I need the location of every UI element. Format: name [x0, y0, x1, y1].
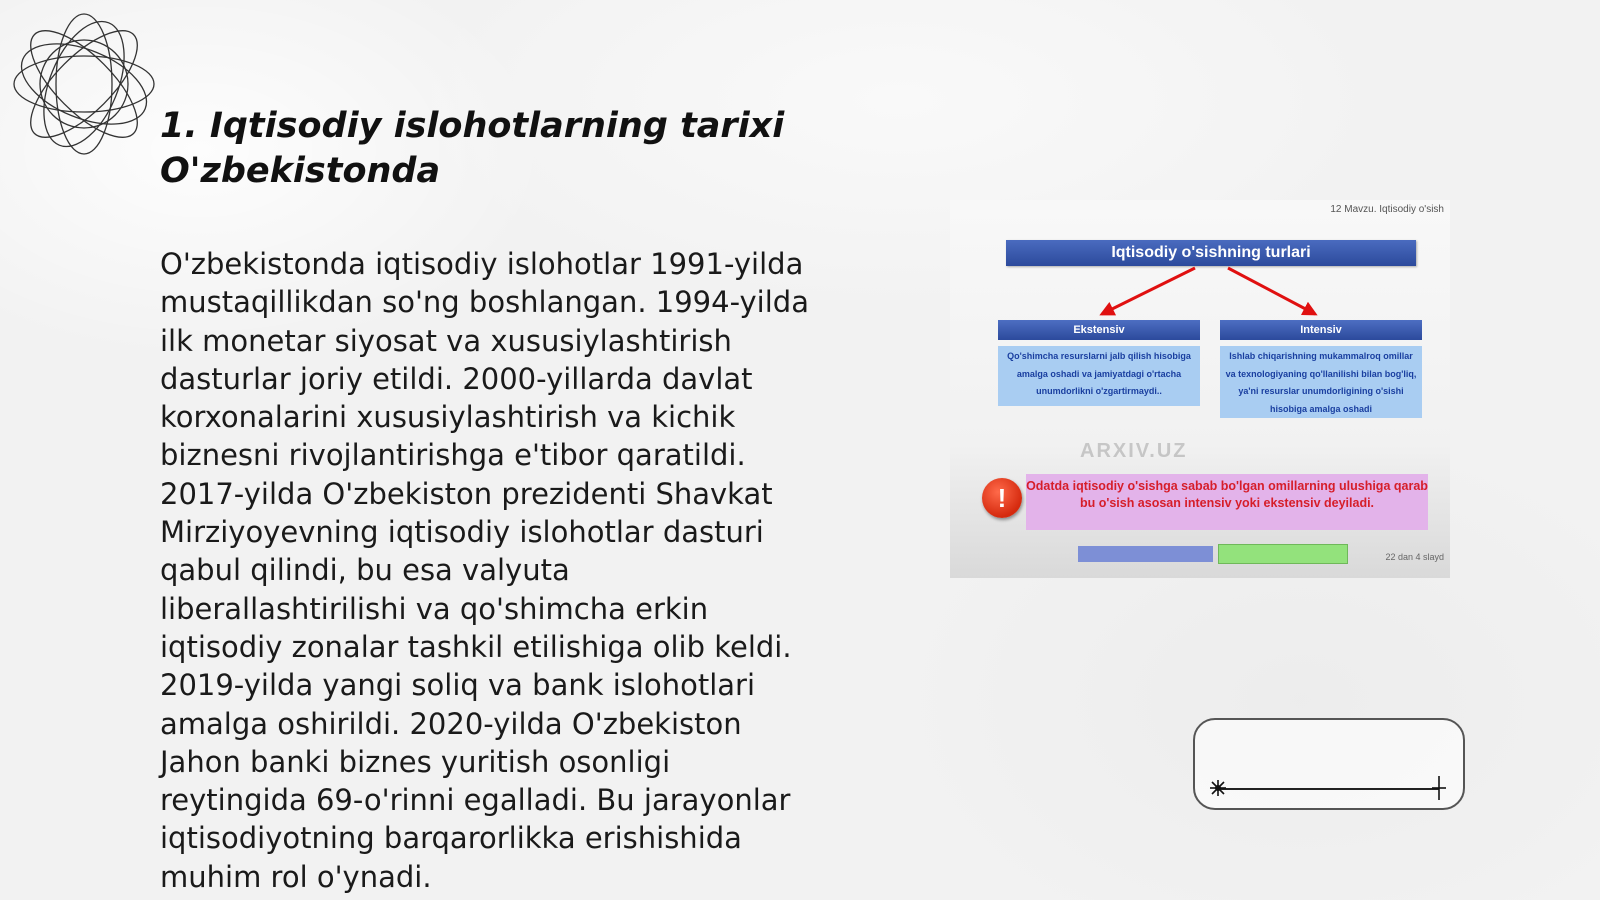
body-text-line: iqtisodiyotning barqarorlikka erishishida [160, 821, 742, 856]
embedded-top-note: 12 Mavzu. Iqtisodiy o'sish [1330, 204, 1444, 215]
sun-icon [1209, 779, 1227, 797]
body-text-line: reytingida 69-o'rinni egalladi. Bu jarayonlar [160, 783, 791, 818]
body-text-line: 2019-yilda yangi soliq va bank islohotlari [160, 668, 756, 703]
body-text-line: mustaqillikdan so'ng boshlangan. 1994-yilda [160, 285, 809, 320]
slide-body-text [160, 245, 840, 896]
embedded-page-note: 22 dan 4 slayd [1385, 552, 1444, 562]
circular-knot-logo-icon [10, 10, 158, 158]
body-text-line: O'zbekistonda iqtisodiy islohotlar 1991-yilda [160, 247, 804, 281]
embedded-slide-image [950, 200, 1450, 578]
body-text-line: biznesni rivojlantirishga e'tibor qaratildi. [160, 438, 746, 473]
body-text-line: 2017-yilda O'zbekiston prezidenti Shavkat [160, 476, 773, 511]
body-text-line: muhim rol o'ynadi. [160, 859, 432, 894]
blue-bar [1078, 546, 1213, 562]
body-text-line: Jahon banki biznes yuritish osonligi [160, 744, 671, 779]
body-text-line: amalga oshirildi. 2020-yilda O'zbekiston [160, 706, 742, 741]
body-text-line: qabul qilindi, bu esa valyuta [160, 553, 570, 588]
watermark: ARXIV.UZ [1080, 440, 1188, 462]
progress-track[interactable] [1217, 788, 1439, 790]
intensiv-heading: Intensiv [1220, 320, 1422, 340]
embedded-title: Iqtisodiy o'sishning turlari [1006, 240, 1416, 266]
body-text-line: dasturlar joriy etildi. 2000-yillarda davlat [160, 361, 753, 396]
body-text-line: iqtisodiy zonalar tashkil etilishiga olib keldi. [160, 629, 792, 664]
progress-slider[interactable] [1193, 718, 1465, 810]
sparkle-icon [1431, 776, 1447, 800]
warning-icon: ! [982, 478, 1022, 518]
intensiv-description: Ishlab chiqarishning mukammalroq omillar va texnologiyaning qo'llanilishi bilan bog'liq, ya'ni resurslar unumdorligining o'sishi hisobiga amalga oshadi [1220, 346, 1422, 418]
body-text-line: ilk monetar siyosat va xususiylashtirish [160, 323, 732, 358]
warning-note: Odatda iqtisodiy o'sishga sabab bo'lgan omillarning ulushiga qarab bu o'sish asosan intensiv yoki ekstensiv deyiladi. [1026, 474, 1428, 530]
ekstensiv-description: Qo'shimcha resurslarni jalb qilish hisobiga amalga oshadi va jamiyatdagi o'rtacha unumdorlikni o'zgartirmaydi.. [998, 346, 1200, 406]
slide-title: 1. Iqtisodiy islohotlarning tarixi O'zbekistonda [160, 106, 785, 191]
body-text-line: liberallashtirilishi va qo'shimcha erkin [160, 591, 709, 626]
body-text-line: Mirziyoyevning iqtisodiy islohotlar dasturi [160, 515, 764, 550]
body-text-line: korxonalarini xususiylashtirish va kichik [160, 400, 736, 435]
arrow-left [1102, 268, 1195, 314]
arrow-right [1228, 268, 1315, 314]
ekstensiv-heading: Ekstensiv [998, 320, 1200, 340]
green-bar [1218, 544, 1348, 564]
